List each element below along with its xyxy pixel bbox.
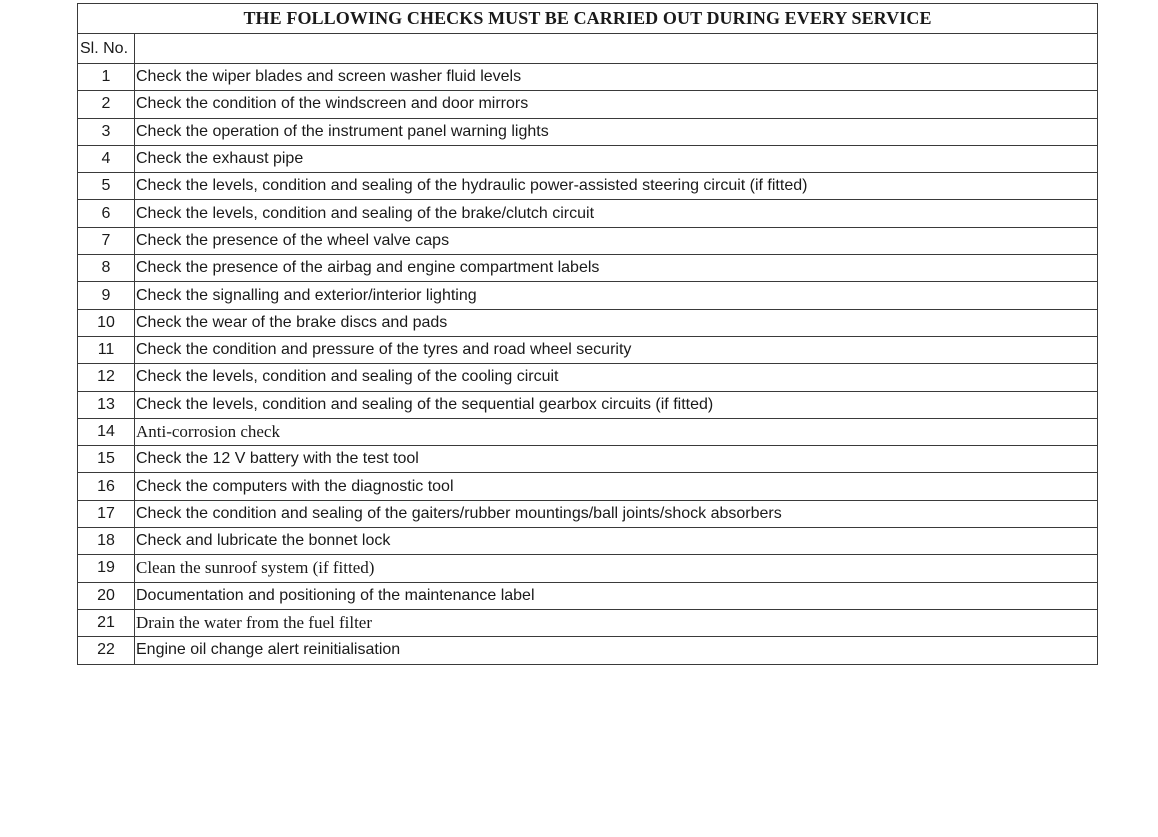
check-item: Check and lubricate the bonnet lock (135, 528, 1098, 555)
check-item: Check the condition of the windscreen and door mirrors (135, 91, 1098, 118)
table-row (78, 173, 1098, 200)
row-number: 22 (78, 637, 135, 664)
check-item: Check the wear of the brake discs and pads (135, 309, 1098, 336)
row-number: 16 (78, 473, 135, 500)
row-number: 12 (78, 364, 135, 391)
table-row (78, 609, 1098, 636)
row-number: 6 (78, 200, 135, 227)
table-row (78, 282, 1098, 309)
table-row (78, 364, 1098, 391)
check-item: Check the wiper blades and screen washer fluid levels (135, 64, 1098, 91)
check-item: Check the exhaust pipe (135, 145, 1098, 172)
check-item: Check the signalling and exterior/interior lighting (135, 282, 1098, 309)
check-item: Check the levels, condition and sealing of the brake/clutch circuit (135, 200, 1098, 227)
table-row (78, 391, 1098, 418)
check-item: Check the levels, condition and sealing of the cooling circuit (135, 364, 1098, 391)
row-number: 20 (78, 582, 135, 609)
table-row (78, 336, 1098, 363)
service-checklist (77, 3, 1098, 665)
check-item: Check the condition and sealing of the gaiters/rubber mountings/ball joints/shock absorbers (135, 500, 1098, 527)
row-number: 5 (78, 173, 135, 200)
table-row (78, 555, 1098, 582)
table-row (78, 118, 1098, 145)
check-item: Check the computers with the diagnostic tool (135, 473, 1098, 500)
row-number: 11 (78, 336, 135, 363)
table-row (78, 528, 1098, 555)
header-row (78, 34, 1098, 64)
table-row (78, 582, 1098, 609)
check-item: Drain the water from the fuel filter (135, 609, 1098, 636)
row-number: 10 (78, 309, 135, 336)
table-row (78, 418, 1098, 445)
check-item: Check the condition and pressure of the tyres and road wheel security (135, 336, 1098, 363)
description-header (135, 34, 1098, 64)
row-number: 9 (78, 282, 135, 309)
row-number: 4 (78, 145, 135, 172)
row-number: 17 (78, 500, 135, 527)
check-item: Check the 12 V battery with the test tool (135, 446, 1098, 473)
check-item: Anti-corrosion check (135, 418, 1098, 445)
table-row (78, 227, 1098, 254)
row-number: 8 (78, 255, 135, 282)
table-row (78, 64, 1098, 91)
table-row (78, 145, 1098, 172)
checks-table (77, 3, 1098, 665)
row-number: 7 (78, 227, 135, 254)
row-number: 13 (78, 391, 135, 418)
row-number: 3 (78, 118, 135, 145)
table-row (78, 200, 1098, 227)
table-row (78, 473, 1098, 500)
table-row (78, 309, 1098, 336)
check-item: Check the presence of the airbag and engine compartment labels (135, 255, 1098, 282)
row-number: 15 (78, 446, 135, 473)
check-item: Clean the sunroof system (if fitted) (135, 555, 1098, 582)
row-number: 21 (78, 609, 135, 636)
title-row (78, 4, 1098, 34)
table-row (78, 255, 1098, 282)
table-row (78, 446, 1098, 473)
table-row (78, 637, 1098, 664)
row-number: 2 (78, 91, 135, 118)
check-item: Engine oil change alert reinitialisation (135, 637, 1098, 664)
check-item: Check the levels, condition and sealing of the hydraulic power-assisted steering circuit (if fitted) (135, 173, 1098, 200)
check-item: Check the levels, condition and sealing of the sequential gearbox circuits (if fitted) (135, 391, 1098, 418)
row-number: 1 (78, 64, 135, 91)
check-item: Check the presence of the wheel valve caps (135, 227, 1098, 254)
check-item: Documentation and positioning of the maintenance label (135, 582, 1098, 609)
row-number: 14 (78, 418, 135, 445)
check-item: Check the operation of the instrument panel warning lights (135, 118, 1098, 145)
serial-number-header: Sl. No. (78, 34, 135, 64)
table-row (78, 91, 1098, 118)
row-number: 18 (78, 528, 135, 555)
table-row (78, 500, 1098, 527)
table-title: THE FOLLOWING CHECKS MUST BE CARRIED OUT DURING EVERY SERVICE (78, 4, 1098, 34)
row-number: 19 (78, 555, 135, 582)
